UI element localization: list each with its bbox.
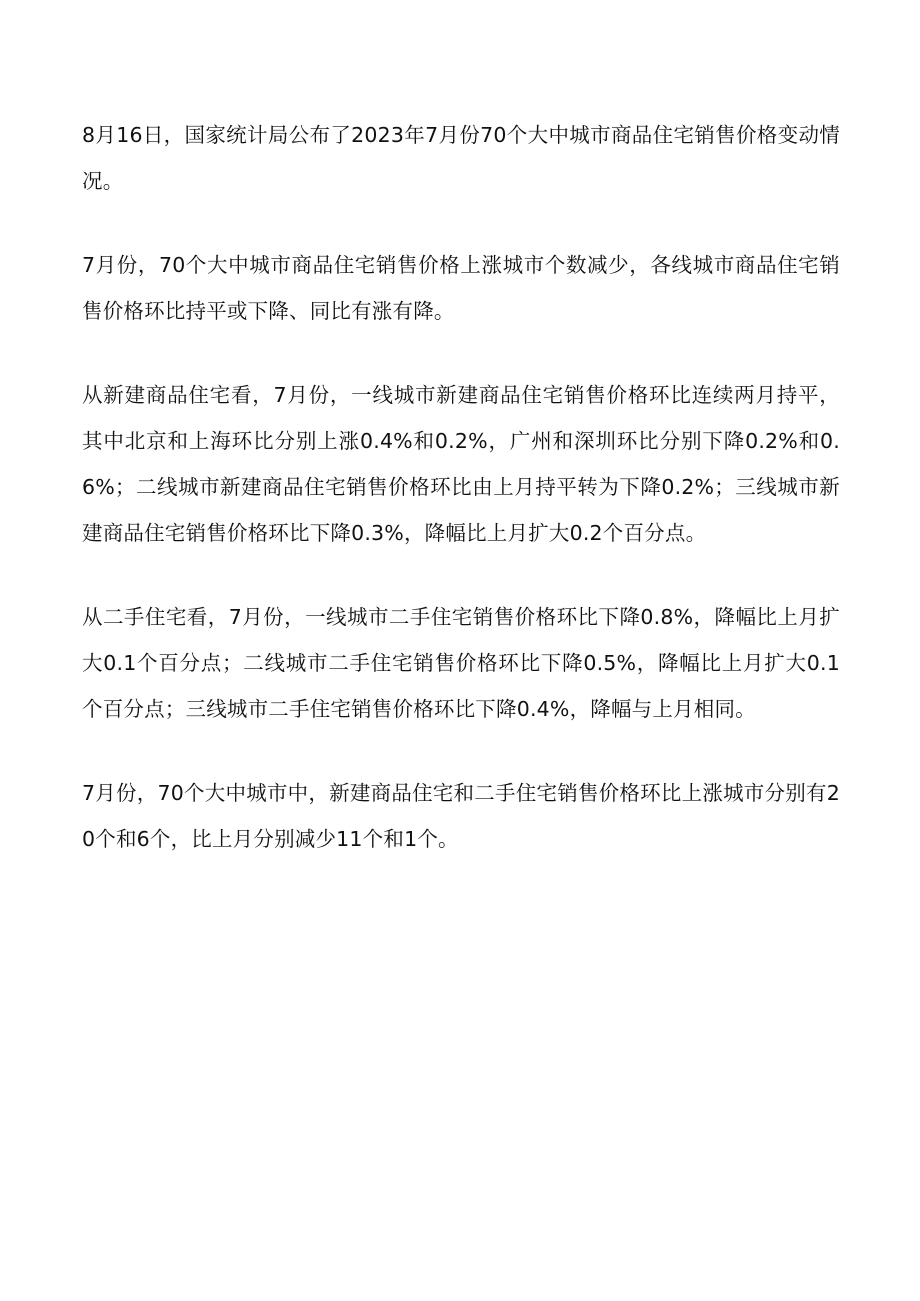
paragraph-1: 8月16日，国家统计局公布了2023年7月份70个大中城市商品住宅销售价格变动情况。 (82, 123, 840, 193)
paragraph-5: 7月份，70个大中城市中，新建商品住宅和二手住宅销售价格环比上涨城市分别有20个和6个，比上月分别减少11个和1个。 (82, 781, 840, 851)
paragraph-4: 从二手住宅看，7月份，一线城市二手住宅销售价格环比下降0.8%，降幅比上月扩大0.1个百分点；二线城市二手住宅销售价格环比下降0.5%，降幅比上月扩大0.1个百分点；三线城市二手住宅销售价格环比下降0.4%，降幅与上月相同。 (82, 605, 840, 721)
paragraph-3: 从新建商品住宅看，7月份，一线城市新建商品住宅销售价格环比连续两月持平，其中北京和上海环比分别上涨0.4%和0.2%，广州和深圳环比分别下降0.2%和0.6%；二线城市新建商品住宅销售价格环比由上月持平转为下降0.2%；三线城市新建商品住宅销售价格环比下降0.3%，降幅比上月扩大0.2个百分点。 (82, 383, 840, 545)
paragraph-2: 7月份，70个大中城市商品住宅销售价格上涨城市个数减少，各线城市商品住宅销售价格环比持平或下降、同比有涨有降。 (82, 253, 840, 323)
